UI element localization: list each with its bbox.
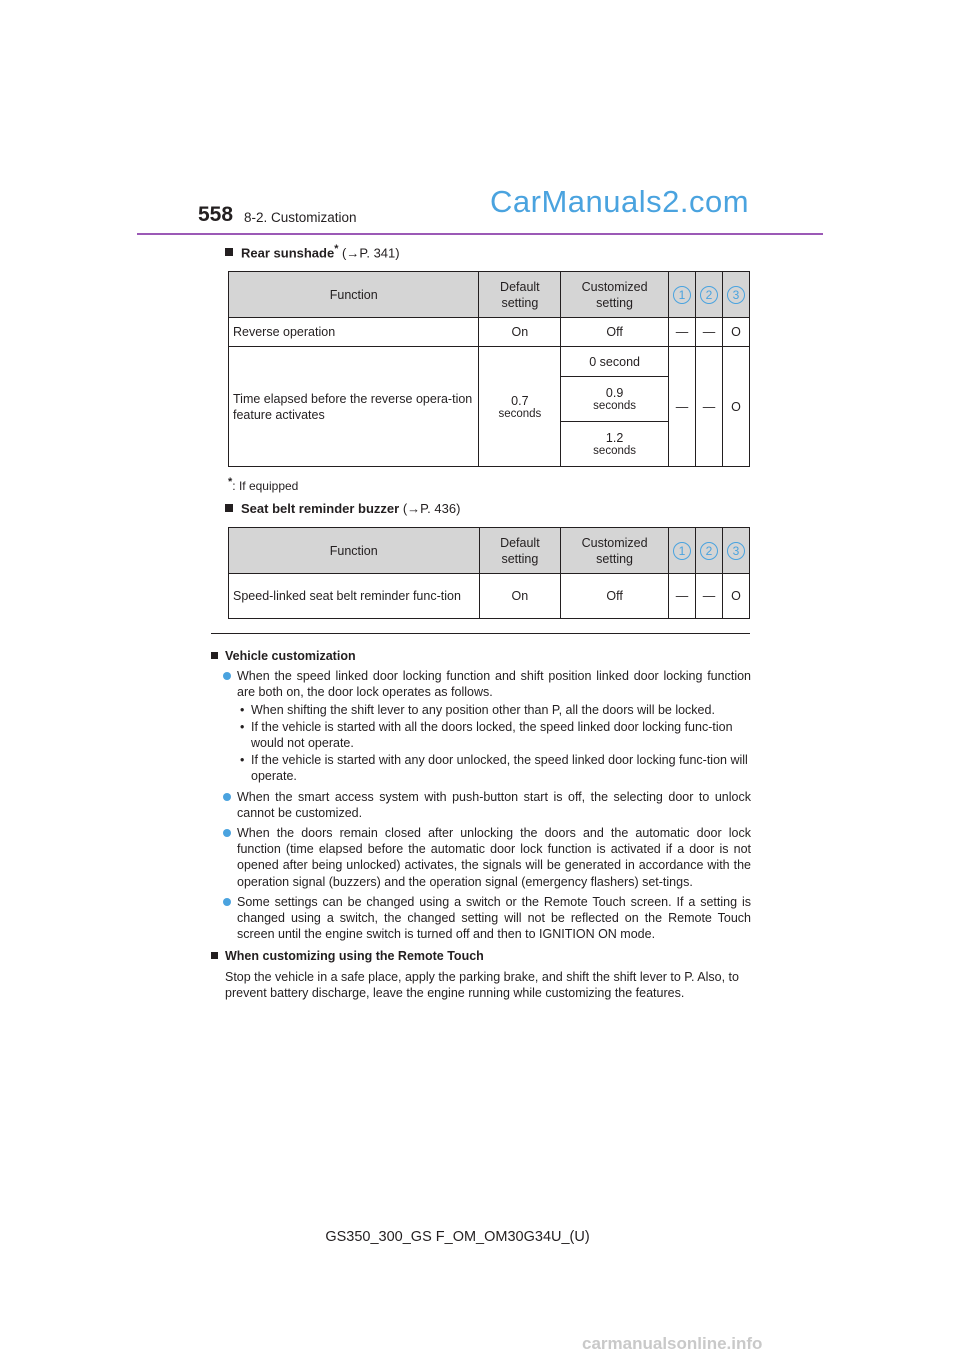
col-method-3	[722, 528, 749, 574]
circled-2-icon: 2	[700, 542, 718, 560]
cell-method-2: —	[695, 318, 722, 347]
col-method-1	[668, 272, 695, 318]
note-bullet: When the doors remain closed after unlocking the doors and the automatic door lock function (time elapsed before the automatic door lock function is activated if a door is not opened after being unlocked) activates, the signals will be generated in accordance with the operation signal (buzzers) and the operation signal (emergency flashers) set-tings.	[211, 825, 751, 890]
watermark-top: CarManuals2.com	[490, 184, 750, 219]
header-rule	[137, 233, 823, 235]
table-row	[229, 318, 750, 347]
remote-touch-heading: When customizing using the Remote Touch	[211, 948, 751, 964]
cell-customized: Off	[561, 574, 669, 619]
rear-sunshade-table	[228, 271, 750, 467]
seat-belt-table	[228, 527, 750, 619]
equipped-asterisk: *	[334, 243, 339, 255]
watermark-bottom: carmanualsonline.info	[582, 1334, 763, 1353]
bullet-dot-icon	[223, 829, 231, 837]
col-method-2	[695, 528, 722, 574]
cell-default: On	[479, 318, 561, 347]
rear-sunshade-title: Rear sunshade* (→P. 341)	[225, 243, 400, 260]
circled-3-icon: 3	[727, 542, 745, 560]
col-method-3	[722, 272, 749, 318]
cell-option-3: 1.2 seconds	[561, 422, 669, 467]
notes-section	[211, 643, 751, 1001]
circled-2-icon: 2	[700, 286, 718, 304]
table-header-row	[229, 528, 750, 574]
note-bullet: When the smart access system with push-button start is off, the selecting door to unlock cannot be customized.	[211, 789, 751, 821]
square-bullet-icon	[211, 952, 218, 959]
col-method-2	[695, 272, 722, 318]
notes-divider	[211, 633, 750, 634]
footnote: *: If equipped	[228, 476, 299, 493]
doc-code-footer: GS350_300_GS F_OM_OM30G34U_(U)	[325, 1229, 590, 1245]
circled-1-icon: 1	[673, 542, 691, 560]
table-row	[229, 347, 750, 377]
bullet-dot-icon	[223, 672, 231, 680]
col-default: Default setting	[479, 528, 561, 574]
note-sub-bullet: • When shifting the shift lever to any position other than P, all the doors will be locked.	[240, 702, 715, 717]
cell-method-3: O	[722, 347, 749, 467]
cell-option-1: 0 second	[561, 347, 669, 377]
cell-method-3: O	[722, 318, 749, 347]
col-function: Function	[229, 272, 479, 318]
note-bullet: When the speed linked door locking function and shift position linked door locking function are both on, the door lock operates as follows.	[211, 668, 751, 700]
cell-method-2: —	[695, 347, 722, 467]
remote-touch-text: Stop the vehicle in a safe place, apply the parking brake, and shift the shift lever to P. Also, to prevent battery discharge, leave the engine running while customizing the features.	[225, 969, 739, 1000]
page-ref-link[interactable]: (→P. 436)	[399, 501, 461, 516]
page-number: 558	[198, 203, 234, 226]
bullet-dot-icon	[223, 898, 231, 906]
cell-function: Speed-linked seat belt reminder func-tion	[229, 574, 480, 619]
seat-belt-title: Seat belt reminder buzzer (→P. 436)	[225, 501, 460, 516]
cell-option-2: 0.9 seconds	[561, 377, 669, 422]
circled-3-icon: 3	[727, 286, 745, 304]
cell-function: Reverse operation	[229, 318, 479, 347]
cell-method-2: —	[695, 574, 722, 619]
col-customized: Customized setting	[561, 272, 669, 318]
cell-method-1: —	[668, 347, 695, 467]
circled-1-icon: 1	[673, 286, 691, 304]
cell-function: Time elapsed before the reverse opera-tion feature activates	[229, 347, 479, 467]
page-ref-link[interactable]: (→P. 341)	[338, 245, 400, 261]
table-row	[229, 574, 750, 619]
cell-default: 0.7 seconds	[479, 347, 561, 467]
square-bullet-icon	[211, 652, 218, 659]
vehicle-customization-heading: Vehicle customization	[211, 648, 751, 664]
note-bullet: Some settings can be changed using a switch or the Remote Touch screen. If a setting is changed using a switch, the changed setting will not be reflected on the Remote Touch screen until the engine switch is turned off and then to IGNITION ON mode.	[211, 894, 751, 943]
cell-default: On	[479, 574, 561, 619]
col-customized: Customized setting	[561, 528, 669, 574]
col-function: Function	[229, 528, 480, 574]
section-title: 8-2. Customization	[244, 210, 357, 225]
col-default: Default setting	[479, 272, 561, 318]
square-bullet-icon	[225, 504, 233, 512]
table-header-row	[229, 272, 750, 318]
note-sub-bullet: • If the vehicle is started with any door unlocked, the speed linked door locking func-tion will operate.	[240, 753, 748, 784]
cell-method-1: —	[668, 574, 695, 619]
cell-method-1: —	[668, 318, 695, 347]
cell-customized: Off	[561, 318, 669, 347]
col-method-1	[668, 528, 695, 574]
square-bullet-icon	[225, 248, 233, 256]
bullet-dot-icon	[223, 793, 231, 801]
note-sub-bullet: • If the vehicle is started with all the doors locked, the speed linked door locking func-tion would not operate.	[240, 719, 733, 751]
cell-method-3: O	[722, 574, 749, 619]
